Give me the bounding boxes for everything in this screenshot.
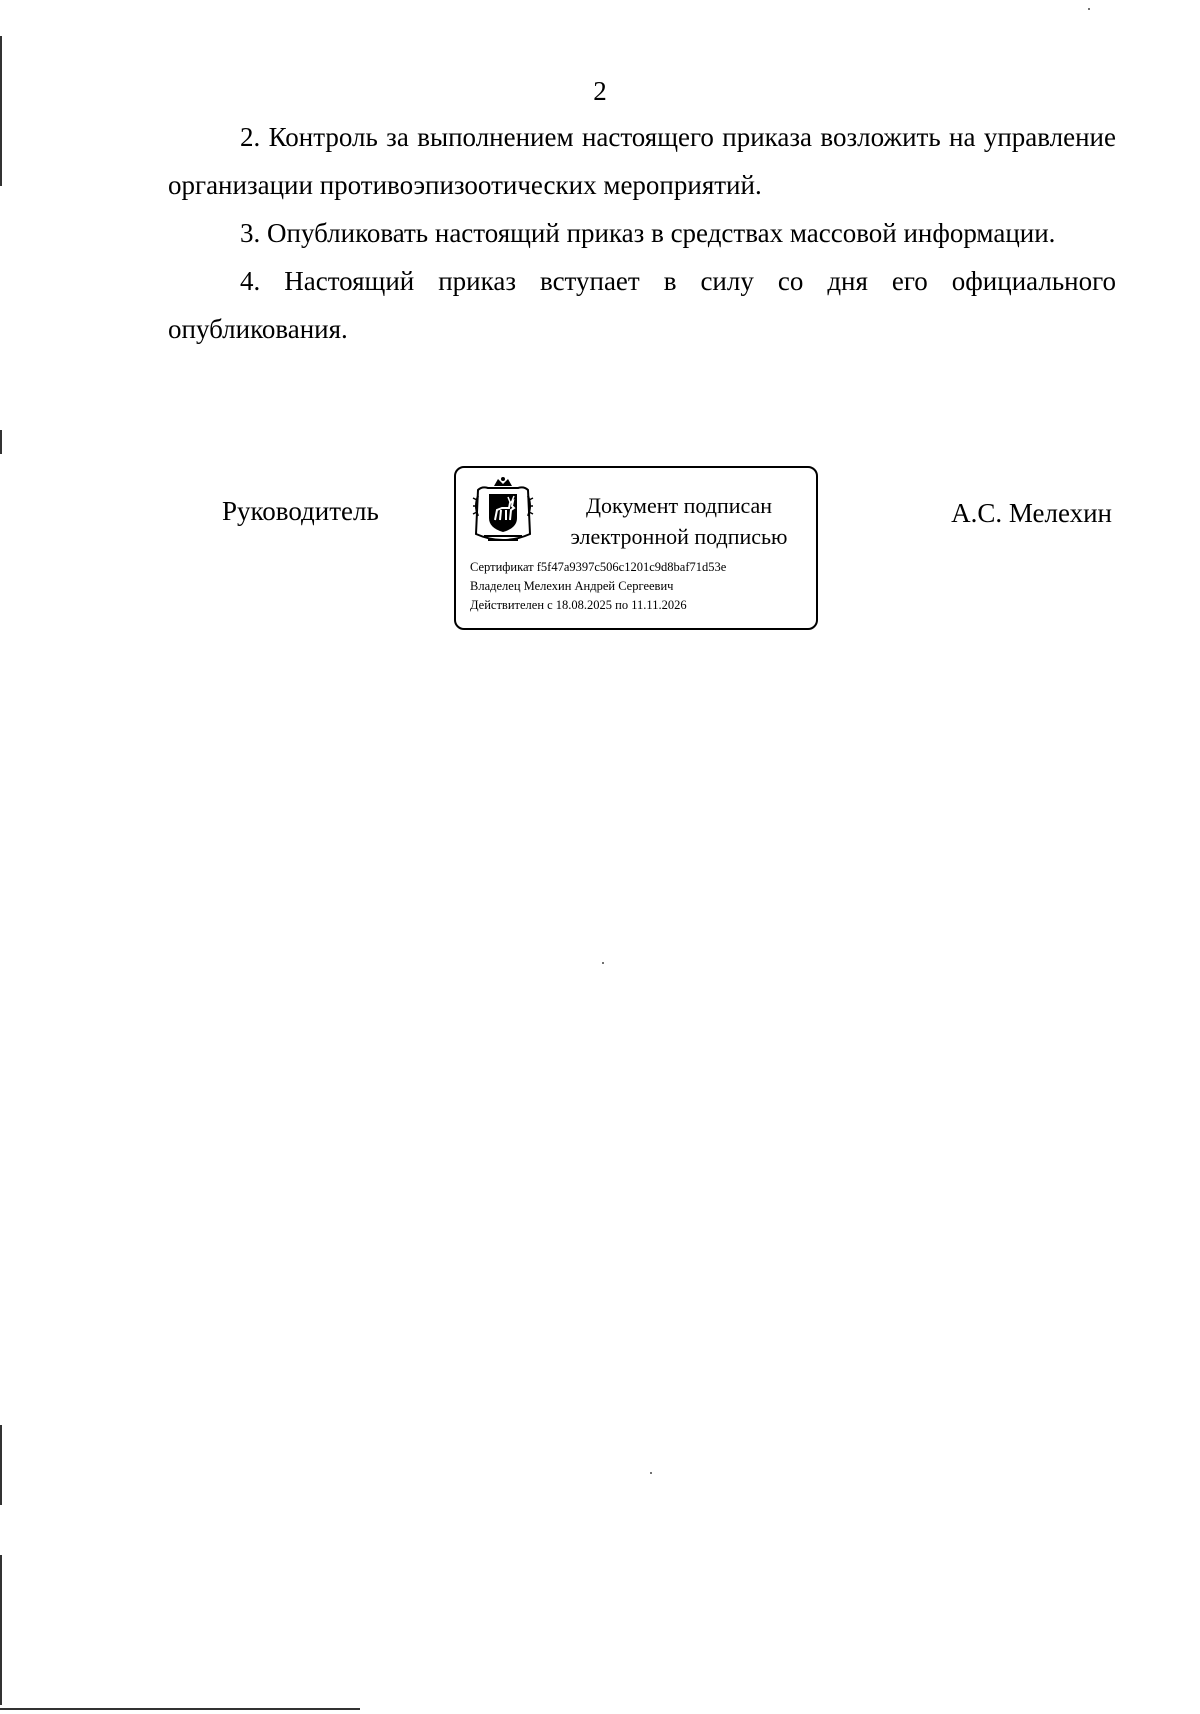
paragraph-control: 2. Контроль за выполнением настоящего приказа возложить на управление организации противоэпизоотических мероприятий. — [168, 122, 1116, 200]
coat-of-arms-icon — [472, 476, 534, 544]
page-number: 2 — [593, 76, 607, 106]
signature-block — [0, 466, 1200, 636]
scan-speck — [602, 962, 604, 964]
scan-edge-artifact — [0, 1708, 360, 1710]
stamp-details — [470, 558, 726, 615]
scan-speck — [650, 1472, 652, 1474]
document-body — [168, 113, 1116, 353]
stamp-heading — [554, 490, 804, 552]
certificate-number: Сертификат f5f47a9397c506c1201c9d8baf71d53e — [470, 560, 727, 574]
certificate-validity: Действителен с 18.08.2025 по 11.11.2026 — [470, 598, 687, 612]
scan-speck — [1088, 8, 1090, 10]
scan-edge-artifact — [0, 1555, 2, 1705]
signer-position: Руководитель — [222, 496, 379, 526]
paragraph-publish: 3. Опубликовать настоящий приказ в средствах массовой информации. — [240, 218, 1056, 248]
signer-name: А.С. Мелехин — [951, 498, 1112, 528]
stamp-heading-line2: электронной подписью — [570, 524, 788, 549]
e-signature-stamp — [454, 466, 818, 630]
scan-edge-artifact — [0, 430, 2, 454]
certificate-owner: Владелец Мелехин Андрей Сергеевич — [470, 579, 674, 593]
stamp-heading-line1: Документ подписан — [585, 493, 773, 518]
scan-edge-artifact — [0, 36, 2, 186]
scan-edge-artifact — [0, 1425, 2, 1505]
paragraph-effective: 4. Настоящий приказ вступает в силу со дня его официального опубликования. — [168, 266, 1116, 344]
